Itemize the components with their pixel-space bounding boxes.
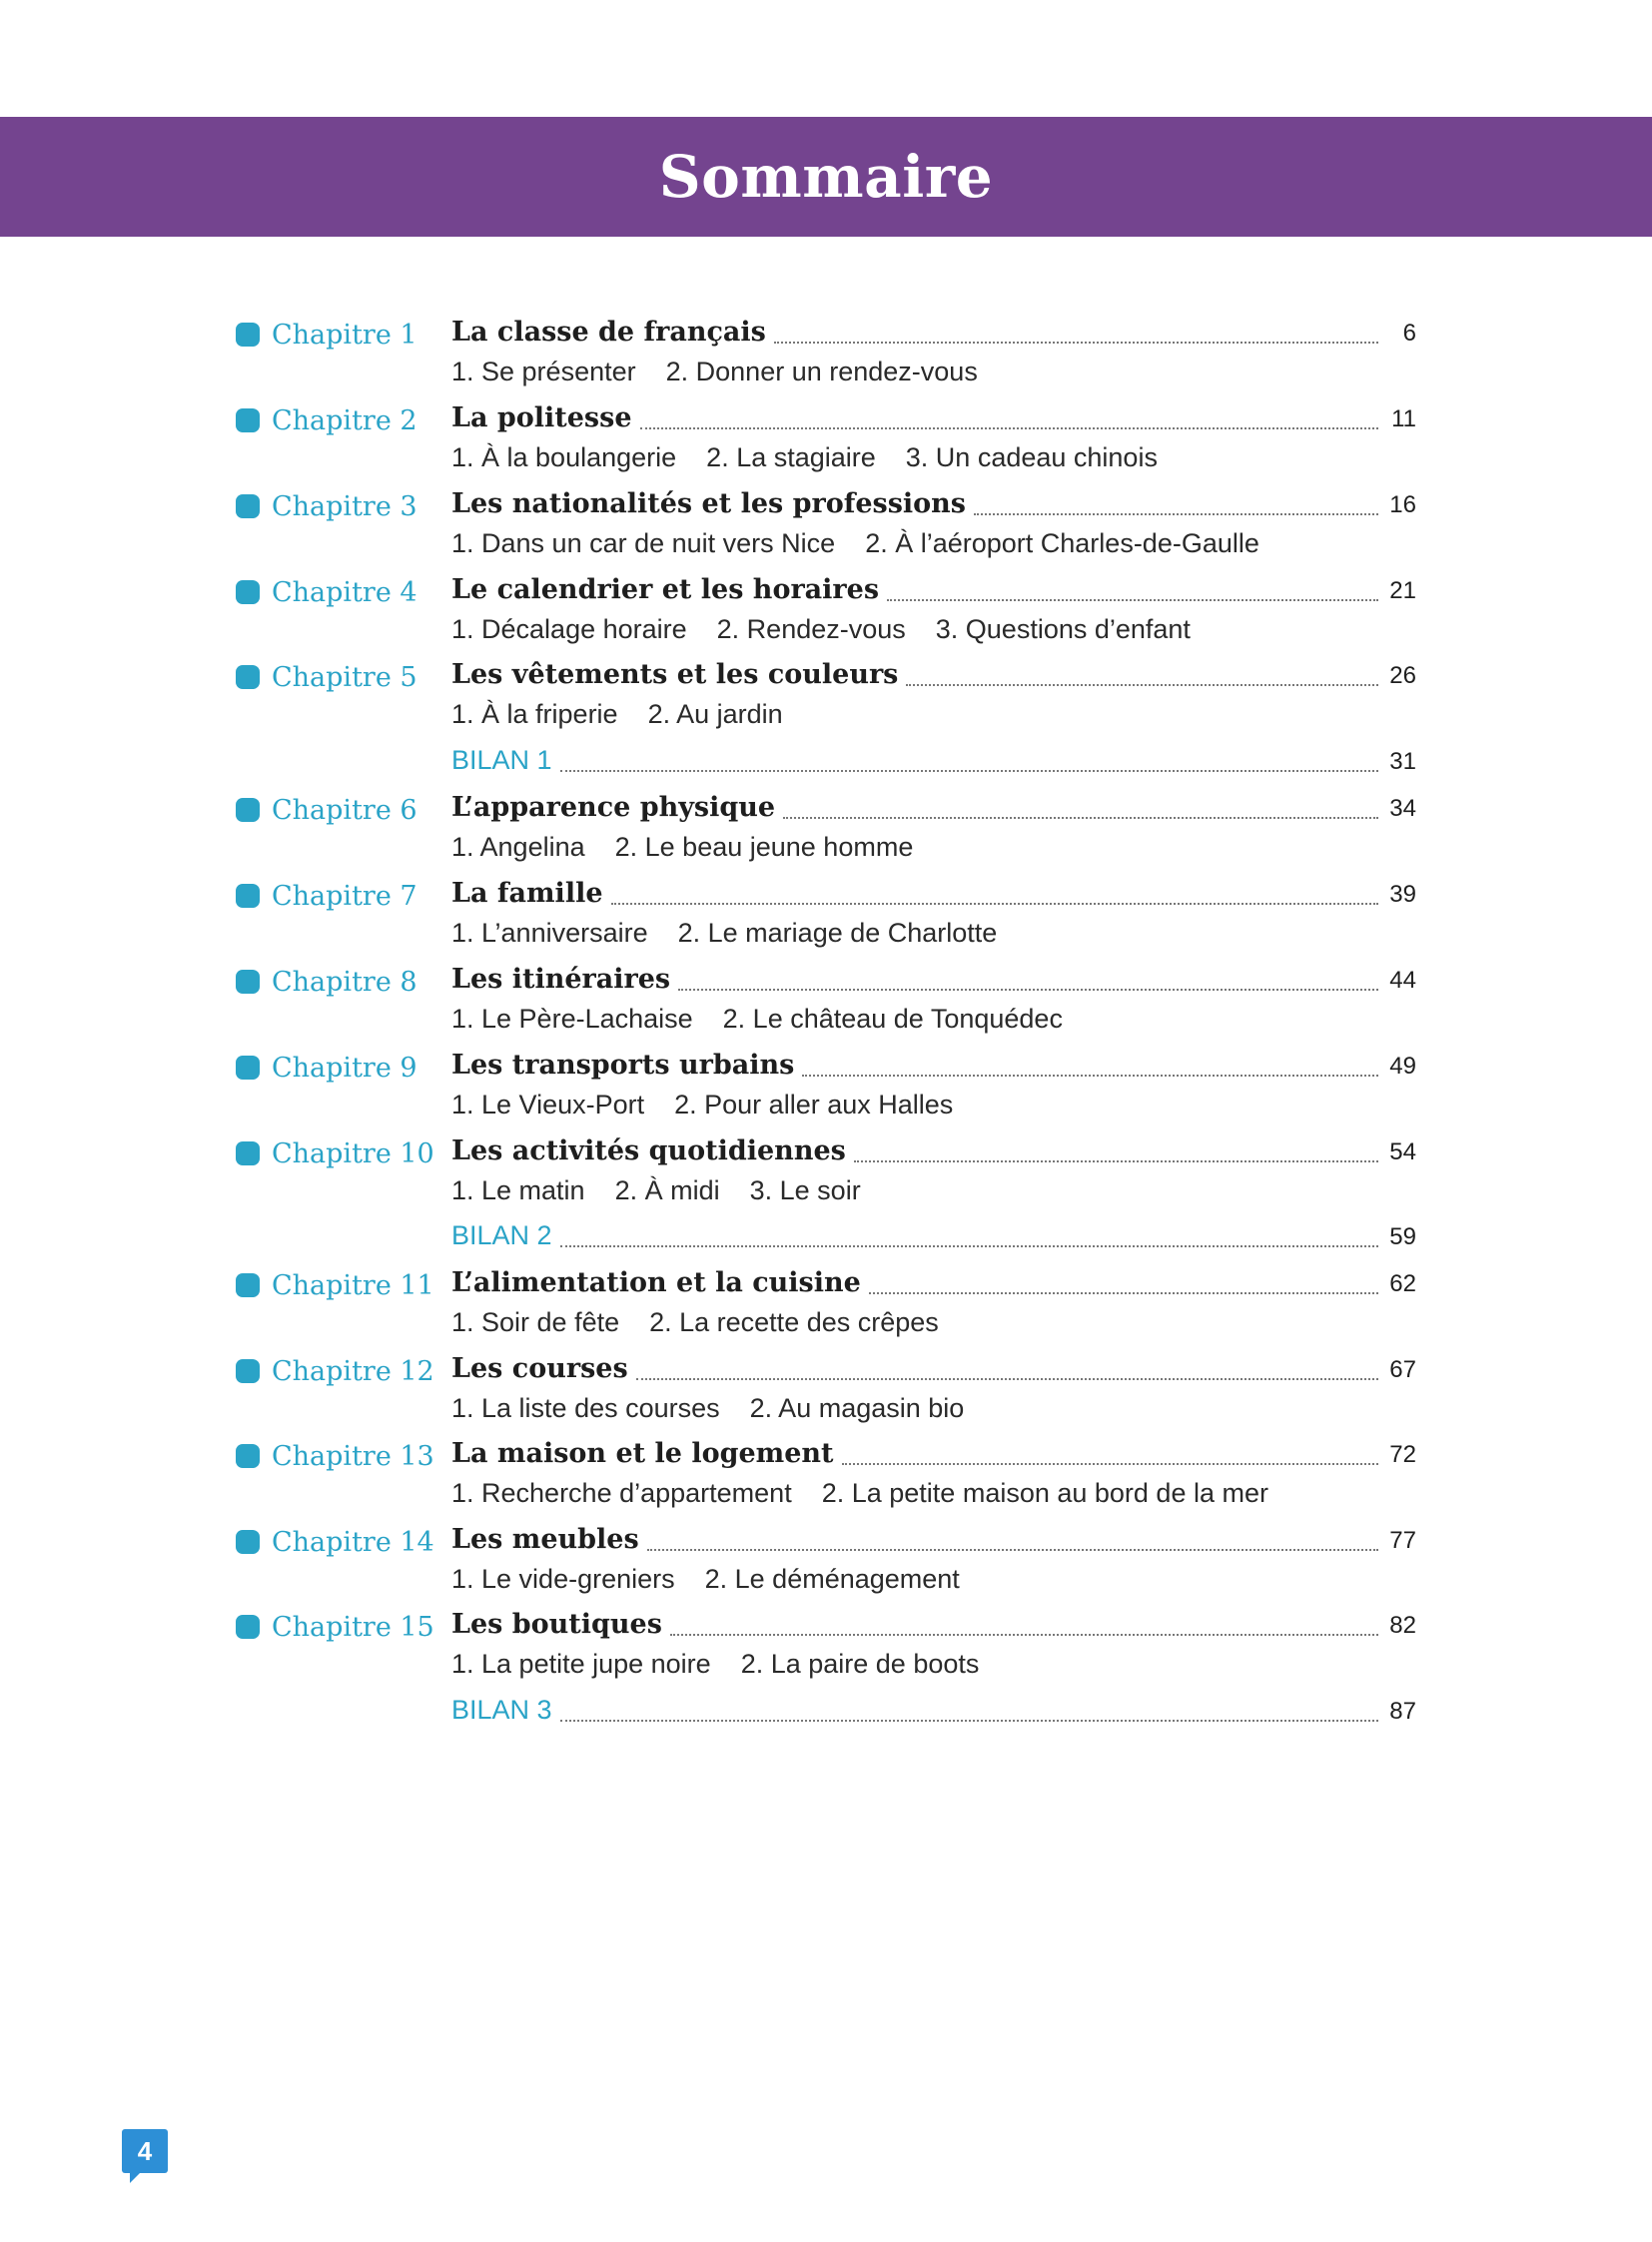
bullet-icon [236, 408, 260, 432]
subsection-item: 1. Soir de fête [451, 1307, 620, 1337]
chapter-title: Les vêtements et les couleurs [451, 659, 899, 690]
bullet-icon [236, 1141, 260, 1165]
chapter-title: Les activités quotidiennes [451, 1135, 846, 1166]
chapter-number: Chapitre 12 [272, 1355, 434, 1387]
page-title: Sommaire [658, 143, 994, 211]
page-ref: 67 [1389, 1356, 1416, 1383]
subsection-list [451, 1564, 960, 1596]
subsection-list [451, 699, 783, 731]
chapter-label [236, 659, 417, 695]
bullet-icon [236, 665, 260, 689]
subsection-item: 1. Le matin [451, 1175, 585, 1205]
subsection-item: 2. La petite maison au bord de la mer [821, 1478, 1268, 1508]
bullet-icon [236, 1530, 260, 1554]
chapter-number: Chapitre 2 [272, 404, 417, 436]
subsection-item: 1. Le Vieux-Port [451, 1090, 645, 1120]
dot-leader [887, 599, 1378, 601]
subsection-list [451, 1478, 1268, 1510]
dot-leader [636, 1378, 1378, 1380]
toc-row [451, 1438, 1416, 1474]
bullet-icon [236, 1444, 260, 1468]
subsection-list [451, 528, 1259, 560]
page-ref: 72 [1389, 1441, 1416, 1468]
page-number-badge: 4 [122, 2129, 168, 2173]
chapter-number: Chapitre 7 [272, 880, 417, 912]
dot-leader [802, 1075, 1378, 1077]
subsection-item: 2. Le déménagement [704, 1564, 960, 1594]
subsection-list [451, 1393, 964, 1425]
bilan-title: BILAN 2 [451, 1220, 552, 1250]
bullet-icon [236, 1359, 260, 1383]
subsection-item: 2. La recette des crêpes [649, 1307, 939, 1337]
subsection-item: 3. Un cadeau chinois [905, 442, 1158, 472]
bullet-icon [236, 1615, 260, 1639]
subsection-item: 2. Donner un rendez-vous [665, 357, 978, 386]
chapter-label [236, 488, 417, 524]
chapter-label [236, 1267, 434, 1303]
chapter-title: Les transports urbains [451, 1050, 795, 1081]
dot-leader [974, 513, 1378, 515]
chapter-label [236, 1135, 434, 1171]
chapter-label [236, 1438, 434, 1474]
subsection-item: 3. Questions d’enfant [935, 614, 1191, 644]
toc-row [451, 792, 1416, 828]
chapter-number: Chapitre 9 [272, 1052, 417, 1084]
bilan-title: BILAN 3 [451, 1695, 552, 1725]
subsection-item: 2. La stagiaire [706, 442, 876, 472]
subsection-item: 1. L’anniversaire [451, 918, 648, 948]
chapter-title: Les nationalités et les professions [451, 488, 967, 519]
dot-leader [774, 342, 1378, 344]
toc-row [451, 1695, 1416, 1731]
page-ref: 26 [1389, 662, 1416, 689]
toc-row [451, 402, 1416, 438]
chapter-number: Chapitre 4 [272, 576, 417, 608]
chapter-number: Chapitre 1 [272, 319, 417, 351]
chapter-title: La classe de français [451, 317, 766, 348]
subsection-item: 2. Rendez-vous [716, 614, 906, 644]
chapter-title: La politesse [451, 402, 632, 433]
dot-leader [670, 1634, 1378, 1636]
dot-leader [560, 1720, 1378, 1722]
page-ref: 31 [1389, 748, 1416, 775]
toc-row [451, 488, 1416, 524]
subsection-item: 2. Pour aller aux Halles [674, 1090, 954, 1120]
chapter-title: Les itinéraires [451, 964, 671, 995]
page-ref: 59 [1389, 1223, 1416, 1250]
chapter-title: L’alimentation et la cuisine [451, 1267, 861, 1298]
bilan-title: BILAN 1 [451, 745, 552, 775]
chapter-title: Les courses [451, 1353, 628, 1384]
bullet-icon [236, 798, 260, 822]
subsection-item: 1. Dans un car de nuit vers Nice [451, 528, 836, 558]
chapter-label [236, 317, 417, 353]
chapter-label [236, 964, 417, 1000]
chapter-number: Chapitre 6 [272, 794, 417, 826]
subsection-item: 1. À la boulangerie [451, 442, 677, 472]
chapter-label [236, 878, 417, 914]
dot-leader [842, 1463, 1379, 1465]
subsection-list [451, 442, 1158, 474]
page-ref: 77 [1389, 1527, 1416, 1554]
subsection-item: 2. Au jardin [647, 699, 783, 729]
page-ref: 39 [1389, 881, 1416, 908]
bullet-icon [236, 970, 260, 994]
page-ref: 62 [1389, 1270, 1416, 1297]
subsection-list [451, 357, 978, 388]
chapter-label [236, 1609, 434, 1645]
chapter-label [236, 402, 417, 438]
chapter-number: Chapitre 5 [272, 661, 417, 693]
page-ref: 54 [1389, 1138, 1416, 1165]
chapter-title: La famille [451, 878, 603, 909]
dot-leader [854, 1160, 1378, 1162]
subsection-item: 1. Le vide-greniers [451, 1564, 675, 1594]
toc-row [451, 574, 1416, 610]
page-ref: 21 [1389, 577, 1416, 604]
toc-row [451, 1267, 1416, 1303]
subsection-list [451, 614, 1191, 646]
chapter-label [236, 792, 417, 828]
chapter-label [236, 574, 417, 610]
toc-row [451, 1524, 1416, 1560]
toc-row [451, 659, 1416, 695]
chapter-title: La maison et le logement [451, 1438, 834, 1469]
subsection-item: 2. Le beau jeune homme [614, 832, 914, 862]
toc-row [451, 317, 1416, 353]
toc-row [451, 1609, 1416, 1645]
page-ref: 82 [1389, 1612, 1416, 1639]
dot-leader [869, 1292, 1378, 1294]
subsection-list [451, 1004, 1063, 1036]
subsection-list [451, 832, 913, 864]
chapter-number: Chapitre 10 [272, 1137, 434, 1169]
bullet-icon [236, 494, 260, 518]
subsection-list [451, 1307, 939, 1339]
page-ref: 34 [1389, 795, 1416, 822]
dot-leader [647, 1549, 1378, 1551]
subsection-item: 1. Décalage horaire [451, 614, 687, 644]
subsection-item: 1. Le Père-Lachaise [451, 1004, 693, 1034]
page-ref: 16 [1389, 491, 1416, 518]
subsection-item: 2. À midi [614, 1175, 720, 1205]
page-ref: 87 [1389, 1698, 1416, 1725]
dot-leader [611, 903, 1378, 905]
chapter-number: Chapitre 13 [272, 1440, 434, 1472]
subsection-list [451, 1175, 861, 1207]
chapter-label [236, 1050, 417, 1086]
subsection-item: 2. La paire de boots [740, 1649, 980, 1679]
chapter-number: Chapitre 15 [272, 1611, 434, 1643]
subsection-item: 2. Le château de Tonquédec [722, 1004, 1063, 1034]
toc-row [451, 878, 1416, 914]
subsection-item: 1. Se présenter [451, 357, 636, 386]
bullet-icon [236, 580, 260, 604]
subsection-item: 2. À l’aéroport Charles-de-Gaulle [865, 528, 1259, 558]
dot-leader [678, 989, 1378, 991]
toc-row [451, 1050, 1416, 1086]
toc-row [451, 745, 1416, 781]
subsection-item: 1. Recherche d’appartement [451, 1478, 792, 1508]
toc-row [451, 1353, 1416, 1389]
subsection-item: 2. Le mariage de Charlotte [677, 918, 998, 948]
subsection-list [451, 918, 997, 950]
chapter-title: L’apparence physique [451, 792, 776, 823]
chapter-title: Les boutiques [451, 1609, 662, 1640]
page-ref: 44 [1389, 967, 1416, 994]
subsection-item: 1. La petite jupe noire [451, 1649, 711, 1679]
subsection-list [451, 1090, 953, 1121]
header-banner [0, 117, 1652, 237]
bullet-icon [236, 323, 260, 347]
dot-leader [560, 770, 1378, 772]
subsection-item: 3. Le soir [749, 1175, 861, 1205]
dot-leader [640, 427, 1378, 429]
chapter-title: Les meubles [451, 1524, 639, 1555]
bullet-icon [236, 1273, 260, 1297]
chapter-label [236, 1353, 434, 1389]
subsection-item: 2. Au magasin bio [749, 1393, 965, 1423]
toc-row [451, 1220, 1416, 1256]
chapter-number: Chapitre 11 [272, 1269, 434, 1301]
dot-leader [906, 684, 1378, 686]
toc-row [451, 1135, 1416, 1171]
toc-row [451, 964, 1416, 1000]
bullet-icon [236, 1056, 260, 1080]
chapter-number: Chapitre 14 [272, 1526, 434, 1558]
subsection-item: 1. La liste des courses [451, 1393, 720, 1423]
page-ref: 11 [1391, 405, 1416, 432]
chapter-number: Chapitre 8 [272, 966, 417, 998]
dot-leader [560, 1245, 1378, 1247]
bullet-icon [236, 884, 260, 908]
chapter-number: Chapitre 3 [272, 490, 417, 522]
chapter-title: Le calendrier et les horaires [451, 574, 880, 605]
subsection-item: 1. À la friperie [451, 699, 618, 729]
subsection-list [451, 1649, 979, 1681]
page-ref: 6 [1402, 320, 1416, 347]
subsection-item: 1. Angelina [451, 832, 585, 862]
page-ref: 49 [1389, 1053, 1416, 1080]
chapter-label [236, 1524, 434, 1560]
dot-leader [783, 817, 1378, 819]
